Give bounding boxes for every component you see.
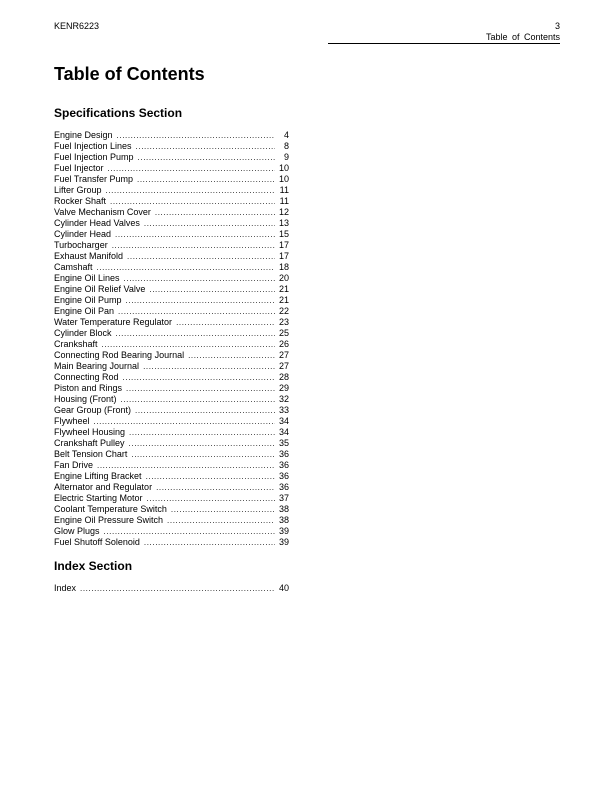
toc-entry[interactable] xyxy=(54,295,289,306)
toc-entry[interactable] xyxy=(54,196,289,207)
toc-entry-page: 33 xyxy=(278,405,289,415)
running-header-title: Table of Contents xyxy=(485,32,560,42)
toc-entry[interactable] xyxy=(54,471,289,482)
toc-entry-title: Engine Oil Relief Valve xyxy=(54,284,146,294)
toc-entry-page: 4 xyxy=(283,130,289,140)
toc-entry-title: Crankshaft xyxy=(54,339,98,349)
toc-entry-page: 18 xyxy=(278,262,289,272)
toc-entry-title: Crankshaft Pulley xyxy=(54,438,125,448)
toc-list-index xyxy=(54,583,289,594)
document-id: KENR6223 xyxy=(54,21,100,31)
toc-entry[interactable] xyxy=(54,218,289,229)
toc-entry-title: Fuel Injection Lines xyxy=(54,141,132,151)
dot-leader xyxy=(118,306,275,317)
toc-entry-title: Cylinder Block xyxy=(54,328,112,338)
toc-entry-page: 10 xyxy=(278,163,289,173)
toc-entry[interactable] xyxy=(54,583,289,594)
toc-entry-title: Water Temperature Regulator xyxy=(54,317,173,327)
dot-leader xyxy=(129,438,275,449)
toc-entry-title: Fuel Injection Pump xyxy=(54,152,134,162)
toc-entry-title: Exhaust Manifold xyxy=(54,251,124,261)
toc-entry-page: 34 xyxy=(278,416,289,426)
toc-entry[interactable] xyxy=(54,185,289,196)
toc-entry[interactable] xyxy=(54,449,289,460)
dot-leader xyxy=(104,526,275,537)
toc-entry-title: Fuel Transfer Pump xyxy=(54,174,134,184)
toc-entry[interactable] xyxy=(54,251,289,262)
toc-entry-title: Turbocharger xyxy=(54,240,108,250)
page-number: 3 xyxy=(554,21,560,31)
toc-entry[interactable] xyxy=(54,482,289,493)
toc-entry-page: 27 xyxy=(278,350,289,360)
toc-entry[interactable] xyxy=(54,493,289,504)
toc-entry-page: 13 xyxy=(278,218,289,228)
toc-entry-title: Engine Oil Pump xyxy=(54,295,122,305)
toc-entry-title: Gear Group (Front) xyxy=(54,405,132,415)
toc-entry-page: 28 xyxy=(278,372,289,382)
toc-entry[interactable] xyxy=(54,405,289,416)
dot-leader xyxy=(112,240,275,251)
toc-entry[interactable] xyxy=(54,240,289,251)
dot-leader xyxy=(188,350,275,361)
dot-leader xyxy=(108,163,275,174)
toc-entry-title: Electric Starting Motor xyxy=(54,493,143,503)
toc-entry-page: 9 xyxy=(283,152,289,162)
dot-leader xyxy=(97,460,275,471)
dot-leader xyxy=(147,493,275,504)
dot-leader xyxy=(129,427,275,438)
toc-entry[interactable] xyxy=(54,273,289,284)
toc-entry[interactable] xyxy=(54,394,289,405)
dot-leader xyxy=(131,449,275,460)
dot-leader xyxy=(144,218,275,229)
toc-entry-title: Fan Drive xyxy=(54,460,94,470)
toc-entry[interactable] xyxy=(54,262,289,273)
toc-entry-title: Valve Mechanism Cover xyxy=(54,207,151,217)
toc-entry[interactable] xyxy=(54,284,289,295)
toc-entry-page: 40 xyxy=(278,583,289,593)
toc-entry[interactable] xyxy=(54,339,289,350)
toc-entry-title: Coolant Temperature Switch xyxy=(54,504,167,514)
toc-entry-title: Piston and Rings xyxy=(54,383,123,393)
dot-leader xyxy=(127,251,275,262)
dot-leader xyxy=(156,482,275,493)
toc-entry-page: 26 xyxy=(278,339,289,349)
dot-leader xyxy=(146,471,275,482)
dot-leader xyxy=(126,295,275,306)
section-heading-specifications: Specifications Section xyxy=(54,106,183,120)
toc-entry-title: Flywheel xyxy=(54,416,90,426)
toc-entry-title: Housing (Front) xyxy=(54,394,117,404)
dot-leader xyxy=(123,372,275,383)
dot-leader xyxy=(135,405,275,416)
dot-leader xyxy=(102,339,275,350)
toc-entry[interactable] xyxy=(54,141,289,152)
toc-entry-page: 27 xyxy=(278,361,289,371)
toc-entry-title: Cylinder Head xyxy=(54,229,112,239)
toc-list-specifications xyxy=(54,130,289,548)
toc-entry-page: 36 xyxy=(278,482,289,492)
toc-entry[interactable] xyxy=(54,416,289,427)
section-heading-index: Index Section xyxy=(54,559,133,573)
toc-entry-title: Fuel Injector xyxy=(54,163,104,173)
toc-entry[interactable] xyxy=(54,383,289,394)
toc-entry-page: 34 xyxy=(278,427,289,437)
toc-entry-page: 38 xyxy=(278,504,289,514)
toc-entry-title: Engine Oil Pan xyxy=(54,306,115,316)
toc-entry-title: Cylinder Head Valves xyxy=(54,218,140,228)
toc-entry-page: 12 xyxy=(278,207,289,217)
toc-entry-page: 21 xyxy=(278,284,289,294)
toc-entry[interactable] xyxy=(54,229,289,240)
toc-entry-page: 21 xyxy=(278,295,289,305)
toc-entry[interactable] xyxy=(54,438,289,449)
dot-leader xyxy=(171,504,275,515)
dot-leader xyxy=(121,394,275,405)
toc-entry-page: 32 xyxy=(278,394,289,404)
toc-entry-page: 36 xyxy=(278,460,289,470)
toc-entry-page: 39 xyxy=(278,537,289,547)
toc-entry-title: Index xyxy=(54,583,77,593)
dot-leader xyxy=(155,207,275,218)
toc-entry-page: 22 xyxy=(278,306,289,316)
toc-entry-page: 23 xyxy=(278,317,289,327)
toc-entry[interactable] xyxy=(54,328,289,339)
toc-entry-title: Belt Tension Chart xyxy=(54,449,128,459)
toc-entry[interactable] xyxy=(54,350,289,361)
toc-entry[interactable] xyxy=(54,306,289,317)
toc-entry-page: 20 xyxy=(278,273,289,283)
toc-entry[interactable] xyxy=(54,460,289,471)
toc-entry-page: 15 xyxy=(278,229,289,239)
dot-leader xyxy=(117,130,275,141)
dot-leader xyxy=(144,537,275,548)
toc-entry-title: Engine Lifting Bracket xyxy=(54,471,142,481)
toc-entry-page: 35 xyxy=(278,438,289,448)
dot-leader xyxy=(110,196,275,207)
toc-entry-title: Alternator and Regulator xyxy=(54,482,153,492)
dot-leader xyxy=(176,317,275,328)
toc-entry[interactable] xyxy=(54,504,289,515)
toc-entry-title: Engine Design xyxy=(54,130,113,140)
toc-entry-page: 17 xyxy=(278,251,289,261)
toc-entry[interactable] xyxy=(54,152,289,163)
toc-entry-page: 11 xyxy=(279,196,289,206)
toc-entry[interactable] xyxy=(54,427,289,438)
dot-leader xyxy=(116,328,275,339)
toc-entry-page: 36 xyxy=(278,449,289,459)
toc-entry-page: 17 xyxy=(278,240,289,250)
toc-entry[interactable] xyxy=(54,537,289,548)
toc-entry-page: 8 xyxy=(283,141,289,151)
toc-entry[interactable] xyxy=(54,174,289,185)
toc-entry[interactable] xyxy=(54,130,289,141)
dot-leader xyxy=(143,361,275,372)
toc-entry-page: 37 xyxy=(278,493,289,503)
toc-entry-page: 29 xyxy=(278,383,289,393)
dot-leader xyxy=(97,262,275,273)
toc-entry-title: Connecting Rod xyxy=(54,372,119,382)
toc-entry-page: 36 xyxy=(278,471,289,481)
toc-entry[interactable] xyxy=(54,361,289,372)
toc-entry-title: Engine Oil Lines xyxy=(54,273,120,283)
dot-leader xyxy=(138,152,275,163)
toc-entry-title: Lifter Group xyxy=(54,185,102,195)
toc-entry-title: Glow Plugs xyxy=(54,526,100,536)
toc-entry[interactable] xyxy=(54,163,289,174)
toc-entry-page: 11 xyxy=(279,185,289,195)
dot-leader xyxy=(80,583,275,594)
dot-leader xyxy=(94,416,275,427)
toc-entry-page: 39 xyxy=(278,526,289,536)
toc-entry[interactable] xyxy=(54,515,289,526)
dot-leader xyxy=(115,229,275,240)
dot-leader xyxy=(149,284,275,295)
toc-entry[interactable] xyxy=(54,372,289,383)
dot-leader xyxy=(124,273,275,284)
toc-entry-title: Fuel Shutoff Solenoid xyxy=(54,537,140,547)
toc-entry[interactable] xyxy=(54,207,289,218)
toc-entry-title: Engine Oil Pressure Switch xyxy=(54,515,164,525)
dot-leader xyxy=(106,185,275,196)
header-rule xyxy=(328,43,560,44)
toc-entry-title: Camshaft xyxy=(54,262,93,272)
toc-entry-title: Connecting Rod Bearing Journal xyxy=(54,350,185,360)
toc-entry-title: Main Bearing Journal xyxy=(54,361,140,371)
toc-entry-title: Rocker Shaft xyxy=(54,196,107,206)
toc-entry-title: Flywheel Housing xyxy=(54,427,126,437)
toc-entry-page: 10 xyxy=(278,174,289,184)
toc-entry[interactable] xyxy=(54,317,289,328)
toc-entry[interactable] xyxy=(54,526,289,537)
toc-entry-page: 38 xyxy=(278,515,289,525)
dot-leader xyxy=(137,174,275,185)
dot-leader xyxy=(167,515,275,526)
toc-entry-page: 25 xyxy=(278,328,289,338)
dot-leader xyxy=(126,383,275,394)
page-title: Table of Contents xyxy=(54,64,205,84)
dot-leader xyxy=(136,141,275,152)
